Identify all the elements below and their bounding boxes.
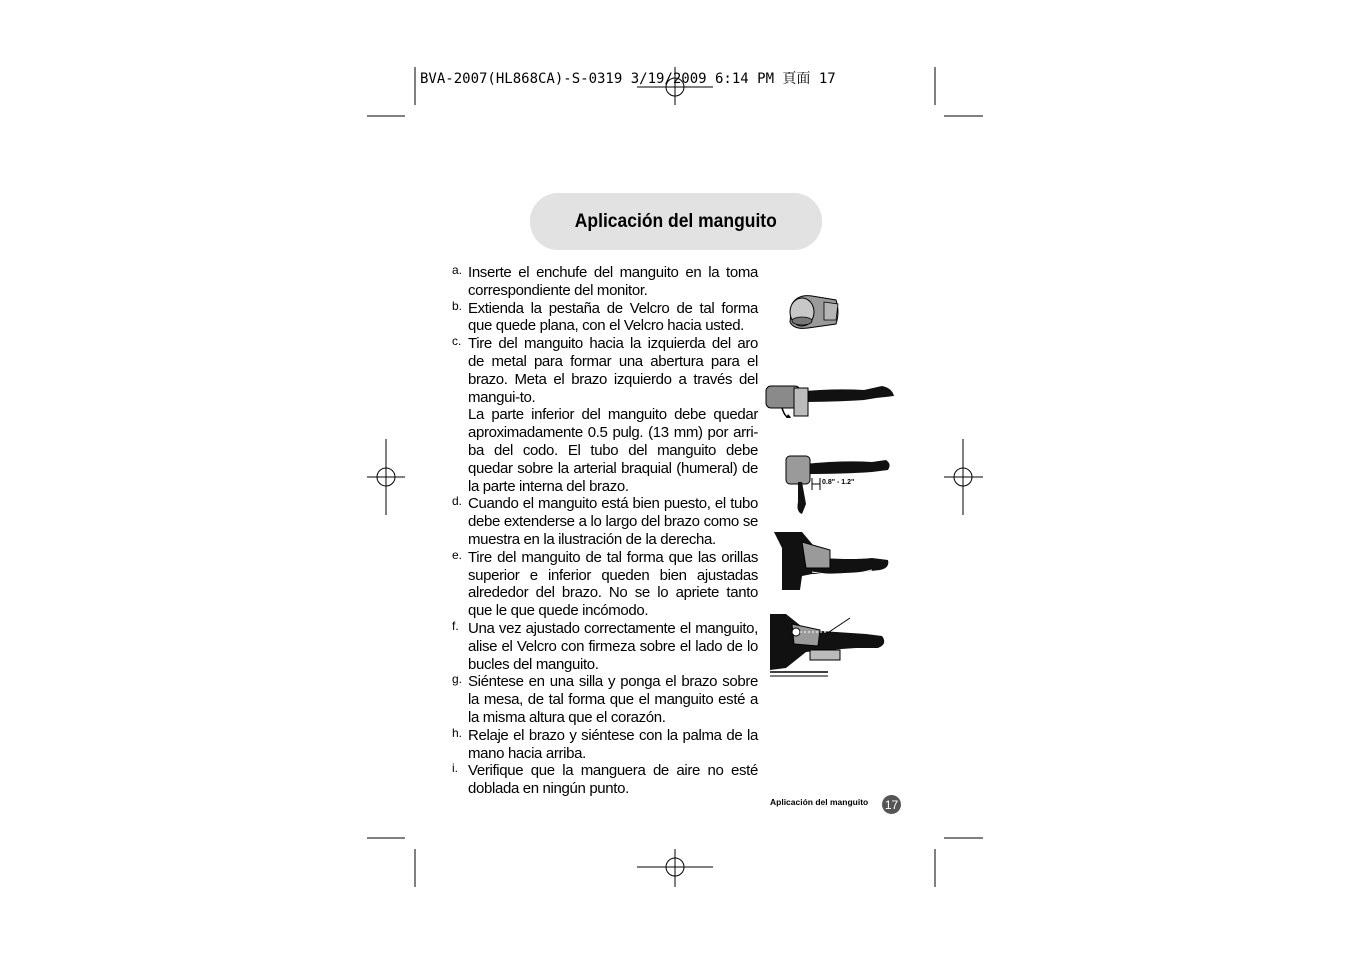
step-text: Relaje el brazo y siéntese con la palma de la mano hacia arriba.	[468, 726, 758, 762]
step-marker: i.	[452, 761, 458, 776]
measurement-label: 0.8" - 1.2"	[822, 479, 855, 486]
step-marker: b.	[452, 298, 463, 313]
step-text: Cuando el manguito está bien puesto, el tubo debe extenderse a lo largo del brazo como se muestra en la ilustración de la derecha.	[468, 495, 758, 548]
step-g	[452, 673, 758, 726]
footer-section-label: Aplicación del manguito	[770, 797, 869, 807]
step-text: Tire del manguito hacia la izquierda del aro de metal para formar una abertura para el brazo. Meta el brazo izquierdo a través del mangui-to.	[468, 335, 758, 406]
seated-position-illustration	[766, 610, 894, 680]
cuff-illustration	[784, 290, 844, 334]
step-text: Siéntese en una silla y ponga el brazo sobre la mesa, de tal forma que el manguito esté a la misma altura que el corazón.	[468, 673, 758, 726]
step-text: Tire del manguito de tal forma que las orillas superior e inferior queden bien ajustadas alrededor del brazo. No se lo apriete tanto que le que quede incómodo.	[468, 548, 758, 620]
step-d	[452, 495, 758, 548]
step-c	[452, 335, 758, 406]
arm-insert-illustration	[764, 378, 898, 424]
step-text: Una vez ajustado correctamente el manguito, alise el Velcro con firmeza sobre el lado de lo bucles del manguito.	[468, 619, 758, 673]
page-number-badge: 17	[882, 795, 901, 814]
step-marker: d.	[452, 494, 463, 509]
step-text: Verifique que la manguera de aire no esté doblada en ningún punto.	[468, 762, 758, 798]
instruction-list	[452, 264, 758, 798]
step-text: Extienda la pestaña de Velcro de tal forma que quede plana, con el Velcro hacia usted.	[468, 299, 758, 335]
step-marker: c.	[452, 334, 462, 349]
step-marker: a.	[452, 263, 463, 277]
step-marker: f.	[452, 618, 459, 633]
section-title: Aplicación del manguito	[574, 210, 777, 232]
step-a	[452, 264, 758, 300]
step-marker: h.	[452, 725, 463, 740]
step-h	[452, 727, 758, 763]
section-title-pill	[530, 193, 822, 250]
step-text: Inserte el enchufe del manguito en la toma correspondiente del monitor.	[468, 264, 758, 299]
step-marker: e.	[452, 547, 463, 562]
step-b	[452, 300, 758, 336]
step-c-note	[452, 406, 758, 495]
cuff-tighten-illustration	[772, 528, 892, 592]
step-text: La parte inferior del manguito debe quedar aproximadamente 0.5 pulg. (13 mm) por arri-ba del codo. El tubo del manguito debe quedar sobre la arterial braquial (humeral) de la parte interna del brazo.	[468, 406, 758, 495]
printer-header: BVA-2007(HL868CA)-S-0319 3/19/2009 6:14 PM 頁面 17	[420, 71, 836, 87]
step-f	[452, 620, 758, 673]
step-i	[452, 762, 758, 798]
step-e	[452, 549, 758, 620]
step-marker: g.	[452, 672, 463, 687]
